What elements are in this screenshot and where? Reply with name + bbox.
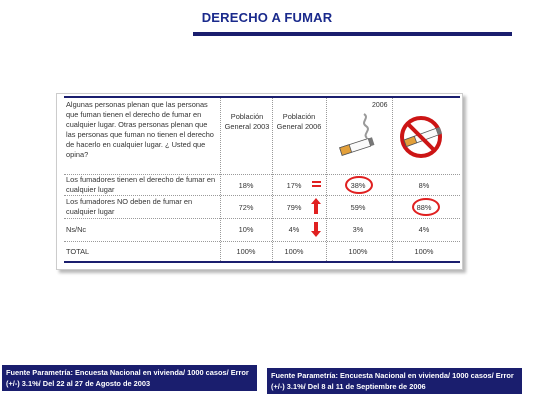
table-cell: 8%	[418, 181, 430, 190]
table-cell: 100%	[236, 247, 256, 256]
table-cell: 88%	[416, 203, 432, 212]
column-divider	[326, 98, 327, 261]
table-cell: 10%	[238, 225, 254, 234]
title-underline	[193, 32, 512, 36]
table-row-label: Los fumadores NO deben de fumar en cualquier lugar	[66, 197, 193, 216]
column-header-2006: Población General 2006	[276, 112, 322, 131]
table-cell: 4%	[418, 225, 430, 234]
row-divider	[64, 218, 460, 219]
column-header-2003: Población General 2003	[224, 112, 270, 131]
table-row-label: Ns/Nc	[66, 225, 87, 234]
equal-sign-icon	[312, 185, 321, 187]
survey-question: Algunas personas plenan que las personas que fuman tienen el derecho de fumar en cualquier lugar. Otras personas plenan que las personas que fuman no tienen el derecho de hacerlo en cualquier lugar. ¿ Usted que opina?	[66, 100, 214, 159]
highlight-circle	[345, 176, 373, 194]
column-divider	[220, 98, 221, 261]
table-cell: 4%	[288, 225, 300, 234]
table-cell: 59%	[350, 203, 366, 212]
arrow-down-icon	[311, 222, 321, 237]
row-divider	[64, 241, 460, 242]
cigarette-icon	[334, 112, 382, 160]
table-top-border	[64, 96, 460, 98]
table-cell: 100%	[348, 247, 368, 256]
table-cell: 38%	[350, 181, 366, 190]
table-cell: 72%	[238, 203, 254, 212]
equal-sign-icon	[312, 181, 321, 183]
page-title: DERECHO A FUMAR	[201, 10, 333, 25]
column-divider	[272, 98, 273, 261]
table-row-label: Los fumadores tienen el derecho de fumar en cualquier lugar	[66, 175, 216, 194]
table-cell: 17%	[286, 181, 302, 190]
no-smoking-icon	[398, 114, 446, 160]
table-cell: 100%	[284, 247, 304, 256]
year-group-header: 2006	[372, 102, 388, 109]
highlight-circle	[412, 198, 440, 216]
column-divider	[392, 98, 393, 261]
arrow-up-icon	[311, 198, 321, 214]
table-cell: 100%	[414, 247, 434, 256]
source-note-2006: Fuente Parametría: Encuesta Nacional en vivienda/ 1000 casos/ Error (+/-) 3.1%/ Del 8 al 11 de Septiembre de 2006	[267, 368, 522, 394]
row-divider	[64, 195, 460, 196]
table-cell: 79%	[286, 203, 302, 212]
table-cell: 3%	[352, 225, 364, 234]
table-cell: 18%	[238, 181, 254, 190]
total-row-label: TOTAL	[66, 247, 90, 256]
table-bottom-border	[64, 261, 460, 263]
source-note-2003: Fuente Parametría: Encuesta Nacional en vivienda/ 1000 casos/ Error (+/-) 3.1%/ Del 22 al 27 de Agosto de 2003	[2, 365, 257, 391]
